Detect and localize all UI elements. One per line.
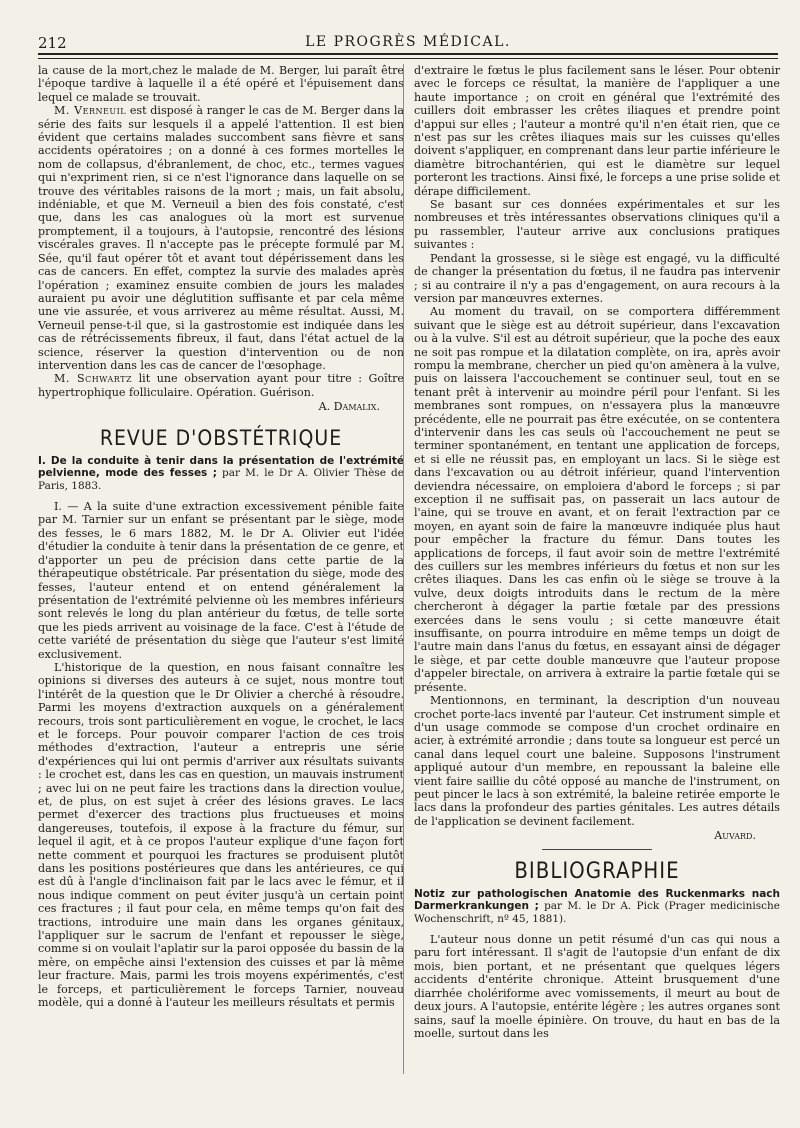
paragraph: M. Schwartz lit une observation ayant pour titre : Goître hypertrophique folliculaire. Opération. Guérison. <box>38 372 404 399</box>
signature: Auvard. <box>714 829 756 843</box>
paragraph: d'extraire le fœtus le plus facilement sans le léser. Pour obtenir avec le forceps ce résultat, la manière de l'appliquer a une haute importance ; on croit en général que l'extrémité des cuillers doit embrasser les crêtes iliaques et prendre point d'appui sur elles ; l'auteur a montré qu'il n'en était rien, que ce n'est pas sur les crêtes iliaques mais sur les cuisses qu'elles doivent s'appliquer, en comprenant dans leur partie inférieure le diamètre bitrochantérien, qui est le diamètre sur lequel porteront les tractions. Ainsi fixé, le forceps a une prise solide et dérape difficilement. <box>414 64 780 198</box>
left-column <box>38 64 404 1010</box>
paragraph: Au moment du travail, on se comportera différemment suivant que le siège est au détroit supérieur, dans l'excavation ou à la vulve. S'il est au détroit supérieur, que la poche des eaux ne soit pas rompue et la dilatation complète, on ira, après avoir rompu la membrane, chercher un pied qu'on amènera à la vulve, puis on laissera l'accouchement se continuer seul, tout en se tenant prêt à intervenir au moindre péril pour l'enfant. Si les membranes sont rompues, on n'essayera plus la manœuvre précédente, elle ne pourrait pas être exécutée, on se contentera d'intervenir dans les cas seuls où l'accouchement ne peut se terminer spontanément, en tentant une application de forceps, et si elle ne réussit pas, en employant un lacs. Si le siège est dans l'excavation ou au détroit inférieur, quand l'intervention deviendra nécessaire, on emploiera d'abord le forceps ; si par exception il ne suffisait pas, on passerait un lacs autour de l'aine, qui se trouve en avant, et on ferait l'extraction par ce moyen, en ayant soin de faire la manœuvre indiquée plus haut pour empêcher la fracture du fémur. Dans toutes les applications de forceps, il faut avoir soin de mettre l'extrémité des cuillers sur les membres inférieurs du fœtus et non sur les crêtes iliaques. Dans les cas enfin où le siège se trouve à la vulve, deux doigts introduits dans le rectum de la mère chercheront à dégager la partie fœtale par des pressions exercées dans le sens voulu ; si cette manœuvre était insuffisante, on pourra introduire en même temps un doigt de l'autre main dans l'anus du fœtus, en essayant ainsi de dégager le siège, et par cette double manœuvre que l'auteur propose d'appeler birectale, on arrivera à extraire la partie fœtale qui se présente. <box>414 305 780 694</box>
page-header <box>38 30 778 54</box>
paragraph: la cause de la mort,chez le malade de M. Berger, lui paraît être l'époque tardive à laquelle il a été opéré et l'épuisement dans lequel ce malade se trouvait. <box>38 64 404 104</box>
paragraph: Pendant la grossesse, si le siège est engagé, vu la difficulté de changer la présentation du fœtus, il ne faudra pas intervenir ; si au contraire il n'y a pas d'engagement, on aura recours à la version par manœuvres externes. <box>414 251 780 305</box>
header-rule-thin <box>38 58 778 59</box>
paragraph: M. Verneuil est disposé à ranger le cas de M. Berger dans la série des faits sur lesquels il a appelé l'attention. Il est bien évident que certains malades succombent sans fièvre et sans accidents opératoires ; on a donné à ces formes mortelles le nom de collapsus, d'ébranlement, de choc, etc., termes vagues qui n'expriment rien, si ce n'est l'ignorance dans laquelle on se trouve des véritables raisons de la mort ; mais, un fait absolu, indéniable, et que M. Verneuil a bien des fois constaté, c'est que, dans les cas analogues où la mort est survenue promptement, il a toujours, à l'autopsie, rencontré des lésions viscérales graves. Il n'accepte pas le précepte formulé par M. Sée, qu'il faut opérer tôt et avant tout dépérissement dans les cas de cancers. En effet, comptez la survie des malades après l'opération ; examinez ensuite combien de jours les malades auraient pu avoir une déglutition suffisante et par cela même une vie assurée, et vous arriverez au même résultat. Aussi, M. Verneuil pense-t-il que, si la gastrostomie est indiquée dans les cas de rétrécissements fibreux, il faut, dans l'état actuel de la science, réserver la question d'intervention ou de non intervention dans les cas de cancer de l'œsophage. <box>38 104 404 372</box>
paragraph: L'historique de la question, en nous faisant connaître les opinions si diverses des auteurs à ce sujet, nous montre tout l'intérêt de la question que le Dr Olivier a cherché à résoudre. Parmi les moyens d'extraction auxquels on a généralement recours, trois sont particulièrement en vogue, le crochet, le lacs et le forceps. Pour pouvoir comparer l'action de ces trois méthodes d'extraction, l'auteur a entrepris une série d'expériences qui lui ont permis d'arriver aux résultats suivants : le crochet est, dans les cas en question, un mauvais instrument ; avec lui on ne peut faire les tractions dans la direction voulue, et, de plus, on est sujet à créer des lésions graves. Le lacs permet d'exercer des tractions plus fructueuses et moins dangereuses, toutefois, il expose à la fracture du fémur, sur lequel il agit, et à ce propos l'auteur explique d'une façon fort nette comment et pourquoi les fractures se produisent plutôt dans les positions postérieures que dans les antérieures, ce qui est dû à l'angle d'inclinaison fait par le lacs avec le fémur, et il nous indique comment on peut éviter jusqu'à un certain point ces fractures ; il faut pour cela, en même temps qu'on fait des tractions, introduire une main dans les organes génitaux, l'appliquer sur le sacrum de l'enfant et repousser le siège, comme si on voulait l'aplatir sur la paroi opposée du bassin de la mère, on empêche ainsi l'extension des cuisses et par là même leur fracture. Mais, parmi les trois moyens expérimentés, c'est le forceps, et particulièrement le forceps Tarnier, nouveau modèle, qui a donné à l'auteur les meilleurs résultats et permis <box>38 660 404 1010</box>
paragraph: Se basant sur ces données expérimentales et sur les nombreuses et très intéressantes observations cliniques qu'il a pu rassembler, l'auteur arrive aux conclusions pratiques suivantes : <box>414 198 780 252</box>
reference: I. De la conduite à tenir dans la présentation de l'extrémité pelvienne, mode des fesses ; par M. le Dr A. Olivier Thèse de Paris, 1883. <box>38 454 404 492</box>
header-rule <box>38 53 778 55</box>
paragraph: I. — A la suite d'une extraction excessivement pénible faite par M. Tarnier sur un enfant se présentant par le siège, mode des fesses, le 6 mars 1882, M. le Dr A. Olivier eut l'idée d'étudier la conduite à tenir dans la présentation de ce genre, et d'apporter un peu de précision dans cette partie de la thérapeutique obstétricale. Par présentation du siège, mode des fesses, l'auteur entend et on entend généralement la présentation de l'extrémité pelvienne où les membres inférieurs sont relevés le long du plan antérieur du fœtus, de telle sorte que les pieds arrivent au voisinage de la face. C'est à l'étude de cette variété de présentation du siège que l'auteur s'est limité exclusivement. <box>38 500 404 661</box>
right-column <box>414 64 780 1040</box>
section-separator <box>542 849 652 850</box>
page-number: 212 <box>38 34 67 52</box>
paragraph: Mentionnons, en terminant, la description d'un nouveau crochet porte-lacs inventé par l'auteur. Cet instrument simple et d'un usage commode se compose d'un crochet ordinaire en acier, à extrémité arrondie ; dans toute sa longueur est percé un canal dans lequel court une baleine. Supposons l'instrument appliqué autour d'un membre, en repoussant la baleine elle vient faire saillie du côté opposé au manche de l'instrument, on peut pincer le lacs à son extrémité, la baleine retirée emporte le lacs dans la profondeur des parties génitales. Les autres détails de l'application se devinent facilement. <box>414 694 780 828</box>
signature: A. Damalix. <box>318 400 380 414</box>
column-divider <box>403 64 404 1074</box>
section-title-obstetrique: REVUE D'OBSTÉTRIQUE <box>99 425 343 450</box>
speaker-name: M. Schwartz <box>54 372 133 386</box>
speaker-name: M. Verneuil <box>54 104 127 118</box>
paragraph: L'auteur nous donne un petit résumé d'un cas qui nous a paru fort intéressant. Il s'agit de l'autopsie d'un enfant de dix mois, bien portant, et ne présentant que quelques légers accidents d'entérite chronique. Atteint brusquement d'une diarrhée cholériforme avec vomissements, il meurt au bout de deux jours. A l'autopsie, entérite légère ; les autres organes sont sains, sauf la moelle épinière. On trouve, du haut en bas de la moelle, surtout dans les <box>414 933 780 1040</box>
reference: Notiz zur pathologischen Anatomie des Ruckenmarks nach Darmerkrankungen ; par M. le Dr A. Pick (Prager medicinische Wochenschrift, nº 45, 1881). <box>414 887 781 925</box>
running-title: LE PROGRÈS MÉDICAL. <box>305 34 511 50</box>
section-title-bibliographie: BIBLIOGRAPHIE <box>514 858 680 884</box>
